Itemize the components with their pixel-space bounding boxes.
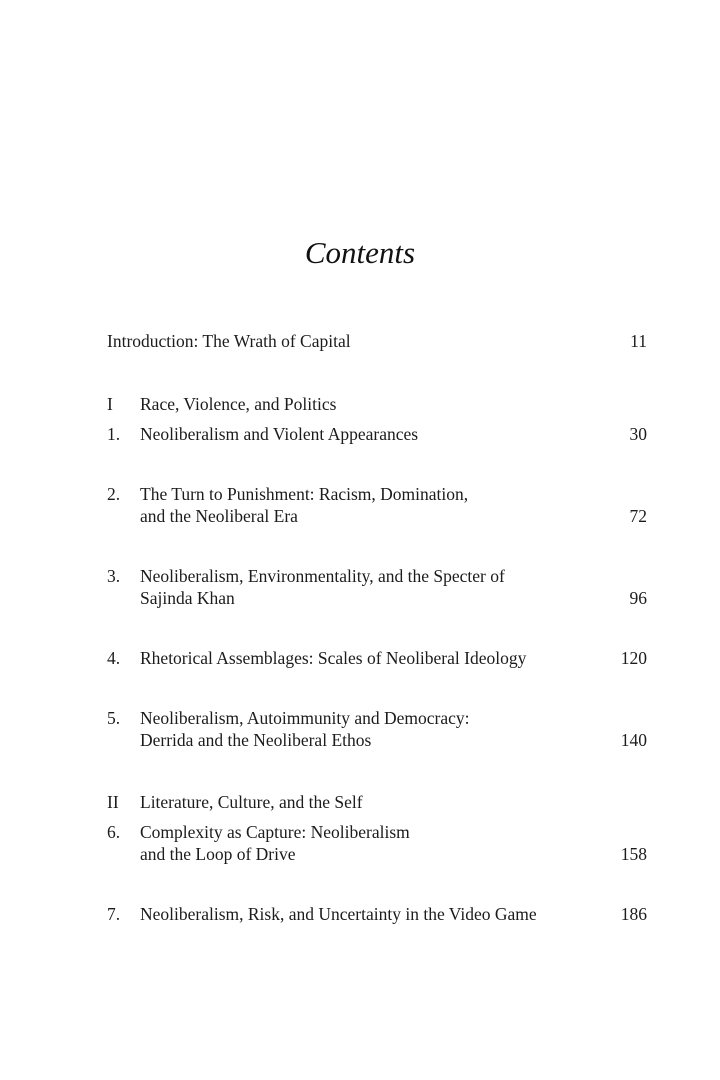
toc-entry-chapter-2	[107, 483, 647, 527]
toc-entry-chapter-5	[107, 707, 647, 751]
chapter-title-line: Derrida and the Neoliberal Ethos	[140, 730, 372, 750]
chapter-number: 5.	[107, 708, 121, 728]
entry-title: Introduction: The Wrath of Capital	[107, 331, 351, 351]
part-title: Race, Violence, and Politics	[140, 394, 337, 414]
part-numeral: II	[107, 792, 119, 812]
chapter-title	[140, 707, 600, 751]
chapter-title	[140, 647, 600, 669]
page-title: Contents	[304, 235, 416, 270]
chapter-title-line: Rhetorical Assemblages: Scales of Neoliberal Ideology	[140, 648, 527, 668]
chapter-title	[140, 565, 600, 609]
page-number: 72	[629, 506, 647, 526]
page-number: 186	[620, 904, 647, 924]
page-number: 120	[620, 648, 647, 668]
chapter-title	[140, 423, 600, 445]
page-number: 140	[620, 730, 647, 750]
toc-entry-chapter-7	[107, 903, 647, 925]
page-number: 11	[630, 331, 647, 351]
chapter-title-line: Neoliberalism, Risk, and Uncertainty in the Video Game	[140, 904, 537, 924]
part-title: Literature, Culture, and the Self	[140, 792, 363, 812]
toc-entry-chapter-3	[107, 565, 647, 609]
chapter-number: 7.	[107, 904, 121, 924]
chapter-number: 2.	[107, 484, 121, 504]
toc-part-heading-1	[107, 393, 647, 415]
page-number: 30	[629, 424, 647, 444]
toc-entry-chapter-4	[107, 647, 647, 669]
chapter-title	[140, 821, 600, 865]
toc-entry-chapter-1	[107, 423, 647, 445]
chapter-title-line: and the Neoliberal Era	[140, 506, 298, 526]
toc-part-heading-2	[107, 791, 647, 813]
chapter-number: 4.	[107, 648, 121, 668]
chapter-title	[140, 903, 600, 925]
chapter-title-line: and the Loop of Drive	[140, 844, 296, 864]
chapter-number: 3.	[107, 566, 121, 586]
chapter-number: 1.	[107, 424, 121, 444]
chapter-title-line: Neoliberalism and Violent Appearances	[140, 424, 419, 444]
chapter-title	[140, 483, 600, 527]
chapter-title-line: Complexity as Capture: Neoliberalism	[140, 822, 410, 842]
page-number: 158	[620, 844, 647, 864]
chapter-title-line: Neoliberalism, Autoimmunity and Democracy:	[140, 708, 470, 728]
part-numeral: I	[107, 394, 113, 414]
chapter-title-line: The Turn to Punishment: Racism, Domination,	[140, 484, 469, 504]
toc-entry-introduction	[107, 330, 647, 352]
toc-entry-chapter-6	[107, 821, 647, 865]
chapter-number: 6.	[107, 822, 121, 842]
chapter-title-line: Sajinda Khan	[140, 588, 235, 608]
chapter-title-line: Neoliberalism, Environmentality, and the Specter of	[140, 566, 505, 586]
page-number: 96	[629, 588, 647, 608]
